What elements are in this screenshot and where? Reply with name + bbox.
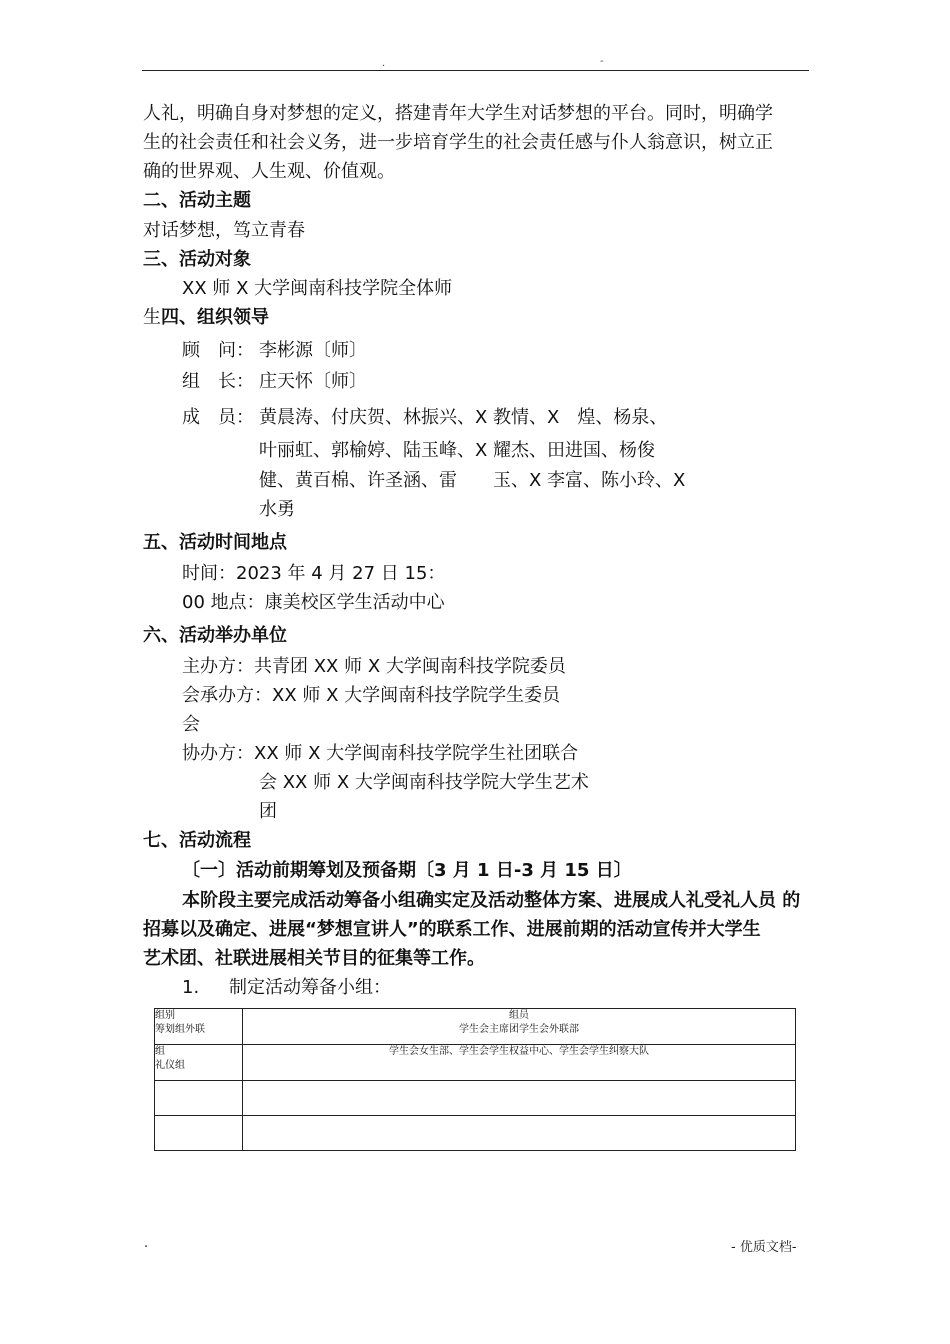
members-line-3: 健、黄百棉、许圣涵、雷 玉、X 李富、陈小玲、X: [259, 470, 686, 491]
sec5-line-2: 00 地点：康美校区学生活动中心: [182, 592, 445, 613]
footer-dot: .: [144, 1236, 149, 1251]
group-table: [154, 1008, 796, 1151]
sec3-heading: 三、活动对象: [143, 249, 251, 270]
header-rule: [142, 70, 809, 71]
members-line-4: 水勇: [259, 499, 295, 520]
leader-label: 组 长：: [182, 371, 254, 392]
sec7-para-line-2: 招募以及确定、进展“梦想宣讲人”的联系工作、进展前期的活动宣传并大学生: [143, 919, 761, 940]
sec5-heading: 五、活动时间地点: [143, 532, 287, 553]
table-cell: [155, 1045, 243, 1081]
sec5-line-1: 时间：2023 年 4 月 27 日 15：: [182, 563, 446, 584]
intro-line-3: 确的世界观、人生观、价值观。: [143, 161, 395, 182]
item1-number: 1.: [182, 977, 200, 998]
advisor-label: 顾 问：: [182, 340, 254, 361]
sec7-para-line-1: 本阶段主要完成活动筹备小组确实定及活动整体方案、进展成人礼受礼人员 的: [182, 890, 801, 911]
sec7-subheading: 〔一〕活动前期筹划及预备期〔3 月 1 日-3 月 15 日〕: [182, 860, 632, 881]
header-dot: .: [382, 58, 386, 69]
intro-line-1: 人礼，明确自身对梦想的定义，搭建青年大学生对话梦想的平台。同时，明确学: [143, 103, 773, 124]
sec6-line-1: 主办方：共青团 XX 师 X 大学闽南科技学院委员: [182, 656, 566, 677]
table-row: [155, 1116, 796, 1151]
col2-header: 组员: [509, 1010, 529, 1021]
members-label: 成 员：: [182, 407, 254, 428]
table-row: [155, 1045, 796, 1081]
table-cell: [243, 1045, 796, 1081]
row2-name-b: 礼仪组: [155, 1060, 185, 1071]
sec2-heading: 二、活动主题: [143, 190, 251, 211]
sec7-para-line-3: 艺术团、社联进展相关节目的征集等工作。: [143, 948, 485, 969]
sec6-line-6: 团: [259, 801, 277, 822]
sec3-text: XX 师 X 大学闽南科技学院全体师: [182, 278, 453, 299]
intro-line-2: 生的社会责任和社会义务，进一步培育学生的社会责任感与仆人翁意识，树立正: [143, 132, 773, 153]
table-cell: [155, 1009, 243, 1045]
members-line-2: 叶丽虹、郭榆婷、陆玉峰、X 耀杰、田进国、杨俊: [259, 440, 656, 461]
header-dash: -: [600, 56, 604, 67]
sec7-heading: 七、活动流程: [143, 830, 251, 851]
advisor-value: 李彬源〔师〕: [259, 340, 367, 361]
sec4-heading-prefix: 生: [143, 307, 161, 328]
item1-text: 制定活动筹备小组：: [229, 977, 391, 998]
sec4-heading: 四、组织领导: [161, 307, 269, 328]
table-row: [155, 1081, 796, 1116]
sec6-line-4: 协办方：XX 师 X 大学闽南科技学院学生社团联合: [182, 743, 579, 764]
table-cell-empty: [243, 1116, 796, 1151]
table-cell-empty: [243, 1081, 796, 1116]
table-cell: [243, 1009, 796, 1045]
members-line-1: 黄晨涛、付庆贺、林振兴、X 教情、X 煌、杨泉、: [259, 407, 668, 428]
sec6-line-5: 会 XX 师 X 大学闽南科技学院大学生艺术: [259, 772, 589, 793]
sec6-heading: 六、活动举办单位: [143, 625, 287, 646]
table-cell-empty: [155, 1116, 243, 1151]
row1-name: 筹划组外联: [155, 1024, 205, 1035]
row2-members: 学生会女生部、学生会学生权益中心、学生会学生纠察大队: [389, 1046, 649, 1057]
footer-label: - 优质文档-: [731, 1240, 797, 1255]
sec4-heading-line: [143, 308, 269, 328]
row2-name-a: 组: [155, 1046, 165, 1057]
sec6-line-2: 会承办方：XX 师 X 大学闽南科技学院学生委员: [182, 685, 561, 706]
table-cell-empty: [155, 1081, 243, 1116]
table-row: [155, 1009, 796, 1045]
row1-members: 学生会主席团学生会外联部: [459, 1024, 579, 1035]
leader-value: 庄天怀〔师〕: [259, 371, 367, 392]
sec2-text: 对话梦想，笃立青春: [143, 220, 305, 241]
sec6-line-3: 会: [182, 714, 200, 735]
col1-header: 组别: [155, 1010, 175, 1021]
